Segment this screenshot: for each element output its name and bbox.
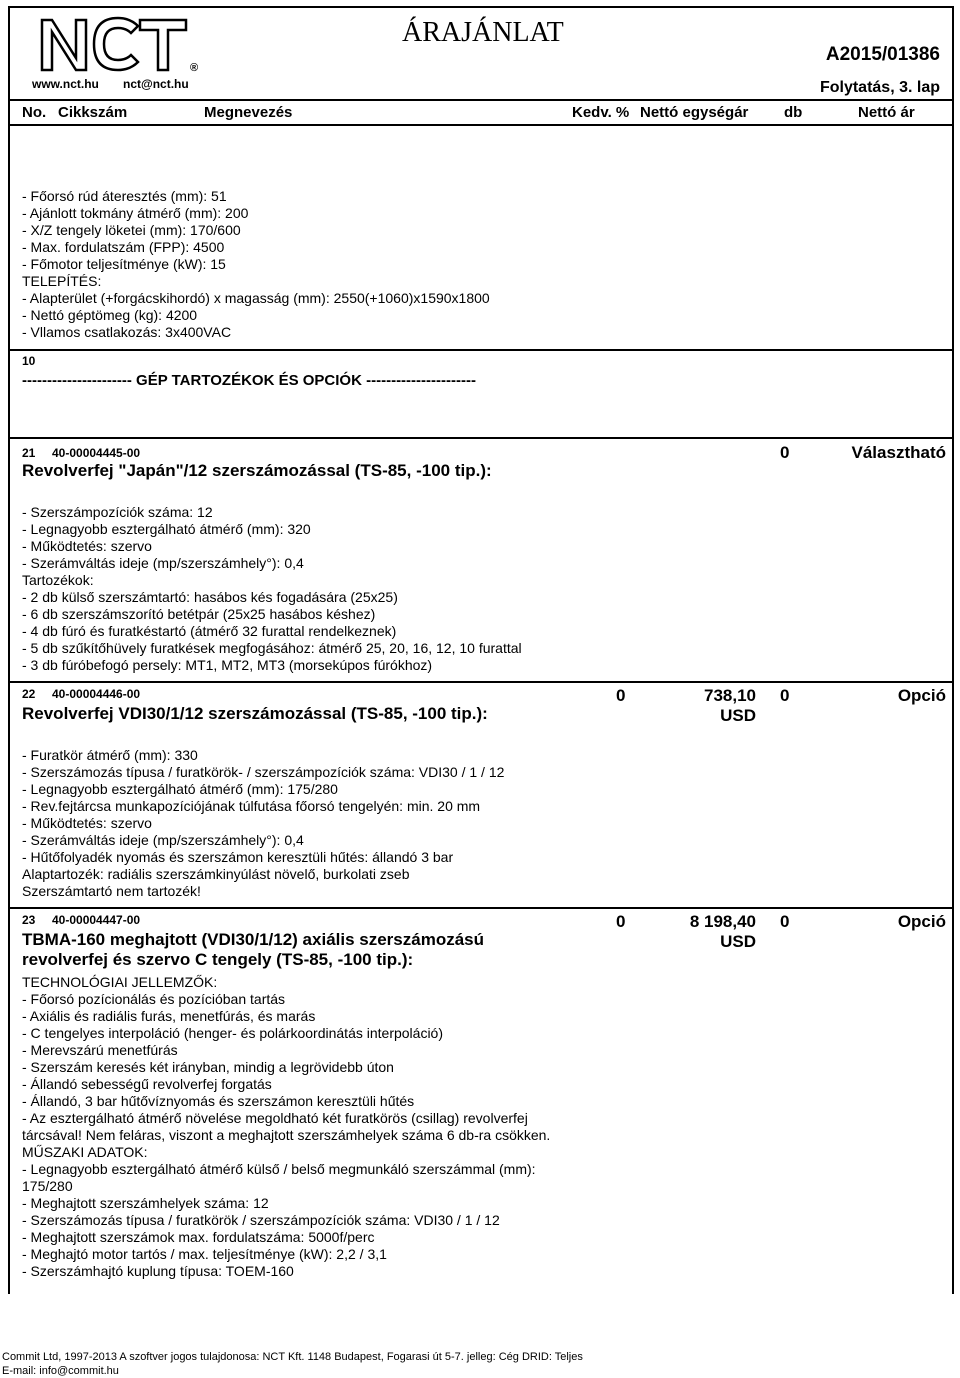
- col-no: No.: [22, 104, 47, 121]
- continuation-label: Folytatás, 3. lap: [819, 79, 940, 96]
- intro-line: - Alapterület (+forgácskihordó) x magasság (mm): 2550(+1060)x1590x1800: [22, 290, 490, 306]
- intro-line: - Ajánlott tokmány átmérő (mm): 200: [22, 205, 249, 221]
- intro-line: TELEPÍTÉS:: [22, 273, 102, 289]
- email-link[interactable]: nct@nct.hu: [123, 77, 189, 91]
- column-header-row: [8, 101, 952, 123]
- col-netto-ar: Nettó ár: [858, 104, 915, 121]
- item-title: Revolverfej VDI30/1/12 szerszámozással (TS-85, -100 tip.):: [22, 704, 488, 723]
- desc-line: - Állandó, 3 bar hűtővíznyomás és szerszámon keresztüli hűtés: [22, 1093, 415, 1109]
- intro-line: - X/Z tengely löketei (mm): 170/600: [22, 222, 241, 238]
- item-rule: [8, 907, 952, 909]
- item-title-continued: revolverfej és szervo C tengely (TS-85, -100 tip.):: [22, 950, 414, 969]
- website-link[interactable]: www.nct.hu: [32, 77, 99, 91]
- desc-line: - Furatkör átmérő (mm): 330: [22, 747, 198, 763]
- desc-line: - 5 db szűkítőhüvely furatkések megfogásához: átmérő 25, 20, 16, 12, 10 furattal: [22, 640, 522, 656]
- item-code: 40-00004445-00: [52, 446, 141, 460]
- desc-line: - Szerszámozás típusa / furatkörök / szerszámpozíciók száma: VDI30 / 1 / 12: [22, 1212, 500, 1228]
- col-kedv: Kedv. %: [572, 104, 630, 121]
- col-cikkszam: Cikkszám: [58, 104, 128, 121]
- desc-line: Alaptartozék: radiális szerszámkinyúlást növelő, burkolati zseb: [22, 866, 410, 882]
- desc-line: - 3 db fúróbefogó persely: MT1, MT2, MT3 (morsekúpos fúrókhoz): [22, 657, 433, 673]
- item-qty: 0: [780, 912, 790, 931]
- desc-line: - Működtetés: szervo: [22, 815, 152, 831]
- item-code: 40-00004447-00: [52, 913, 141, 927]
- desc-line: - Szerszámpozíciók száma: 12: [22, 504, 213, 520]
- item-discount: 0: [616, 686, 626, 705]
- desc-line: - Szerszám keresés két irányban, mindig a legrövidebb úton: [22, 1059, 394, 1075]
- item-currency: USD: [720, 932, 756, 951]
- item-rule: [8, 681, 952, 683]
- nct-logo: [38, 14, 190, 74]
- desc-line: - C tengelyes interpoláció (henger- és polárkoordinátás interpoláció): [22, 1025, 444, 1041]
- registered-mark: ®: [190, 62, 199, 74]
- section-title: ---------------------- GÉP TARTOZÉKOK ÉS OPCIÓK ----------------------: [22, 372, 476, 389]
- item-rule: [8, 437, 952, 439]
- desc-line: - 6 db szerszámszorító betétpár (25x25 hasábos késhez): [22, 606, 376, 622]
- desc-line: - Legnagyobb esztergálható átmérő (mm): 175/280: [22, 781, 338, 797]
- item-unit-price: 8 198,40: [689, 912, 756, 931]
- desc-line: - Merevszárú menetfúrás: [22, 1042, 178, 1058]
- desc-line: - Főorsó pozícionálás és pozícióban tartás: [22, 991, 286, 1007]
- item-net-price: Opció: [897, 912, 946, 931]
- document-title: ÁRAJÁNLAT: [402, 17, 564, 48]
- desc-line: - Az esztergálható átmérő növelése megoldható két furatkörös (csillag) revolverfej: [22, 1110, 528, 1126]
- desc-line: - Rev.fejtárcsa munkapozíciójának túlfutása főorsó tengelyén: min. 20 mm: [22, 798, 481, 814]
- desc-line: - Hűtőfolyadék nyomás és szerszámon keresztüli hűtés: állandó 3 bar: [22, 849, 454, 865]
- desc-line: MŰSZAKI ADATOK:: [22, 1144, 148, 1160]
- item-number: 21: [22, 446, 36, 460]
- desc-line: Szerszámtartó nem tartozék!: [22, 883, 201, 899]
- desc-line: Tartozékok:: [22, 572, 94, 588]
- desc-line: - Legnagyobb esztergálható átmérő külső / belső megmunkáló szerszámmal (mm):: [22, 1161, 536, 1177]
- item-number: 23: [22, 913, 36, 927]
- item-description: [22, 974, 550, 1280]
- desc-line: - Meghajtó motor tartós / max. teljesítménye (kW): 2,2 / 3,1: [22, 1246, 387, 1262]
- desc-line: - Állandó sebességű revolverfej forgatás: [22, 1076, 272, 1092]
- footer: [2, 1350, 583, 1378]
- desc-line: - Működtetés: szervo: [22, 538, 152, 554]
- footer-email: E-mail: info@commit.hu: [2, 1365, 119, 1377]
- item-qty: 0: [780, 686, 790, 705]
- intro-line: - Főmotor teljesítménye (kW): 15: [22, 256, 226, 272]
- desc-line: - Meghajtott szerszámok max. fordulatszáma: 5000f/perc: [22, 1229, 375, 1245]
- col-netto-egysegar: Nettó egységár: [640, 104, 749, 121]
- item-description: [22, 747, 504, 900]
- item-unit-price: 738,10: [704, 686, 756, 705]
- item-description: [22, 504, 522, 674]
- item-net-price: Opció: [897, 686, 946, 705]
- intro-line: - Nettó géptömeg (kg): 4200: [22, 307, 198, 323]
- intro-line: - Vllamos csatlakozás: 3x400VAC: [22, 324, 232, 340]
- desc-line: - 4 db fúró és furatkéstartó (átmérő 32 furattal rendelkeznek): [22, 623, 397, 639]
- col-db: db: [784, 104, 803, 121]
- item-code: 40-00004446-00: [52, 687, 141, 701]
- desc-line: - 2 db külső szerszámtartó: hasábos kés fogadására (25x25): [22, 589, 398, 605]
- intro-line: - Főorsó rúd áteresztés (mm): 51: [22, 188, 227, 204]
- desc-line: tárcsával! Nem feláras, viszont a meghajtott szerszámhelyek száma 6 db-ra csökken.: [22, 1127, 551, 1143]
- desc-line: TECHNOLÓGIAI JELLEMZŐK:: [22, 974, 218, 990]
- item-number: 22: [22, 687, 36, 701]
- footer-line: Commit Ltd, 1997-2013 A szoftver jogos tulajdonosa: NCT Kft. 1148 Budapest, Fogarasi út 5-7. jelleg: Cég DRID: Teljes: [2, 1351, 583, 1363]
- desc-line: - Szerámváltás ideje (mp/szerszámhely°): 0,4: [22, 832, 304, 848]
- document-number: A2015/01386: [825, 44, 940, 65]
- item-net-price: Választható: [851, 443, 946, 462]
- item-title: TBMA-160 meghajtott (VDI30/1/12) axiális szerszámozású: [22, 930, 484, 949]
- item-qty: 0: [780, 443, 790, 462]
- col-megnevezes: Megnevezés: [204, 104, 293, 121]
- desc-line: - Meghajtott szerszámhelyek száma: 12: [22, 1195, 269, 1211]
- item-title: Revolverfej "Japán"/12 szerszámozással (TS-85, -100 tip.):: [22, 461, 492, 480]
- intro-block: [22, 188, 490, 341]
- desc-line: - Szerámváltás ideje (mp/szerszámhely°): 0,4: [22, 555, 304, 571]
- header-bottom-rule: [8, 124, 952, 126]
- desc-line: - Szerszámhajtó kuplung típusa: TOEM-160: [22, 1263, 294, 1279]
- desc-line: - Axiális és radiális furás, menetfúrás, és marás: [22, 1008, 316, 1024]
- section-rule: [8, 349, 952, 351]
- intro-line: - Max. fordulatszám (FPP): 4500: [22, 239, 225, 255]
- desc-line: - Szerszámozás típusa / furatkörök- / szerszámpozíciók száma: VDI30 / 1 / 12: [22, 764, 505, 780]
- section-number: 10: [22, 354, 36, 368]
- item-discount: 0: [616, 912, 626, 931]
- desc-line: - Legnagyobb esztergálható átmérő (mm): 320: [22, 521, 311, 537]
- desc-line: 175/280: [22, 1178, 73, 1194]
- item-currency: USD: [720, 706, 756, 725]
